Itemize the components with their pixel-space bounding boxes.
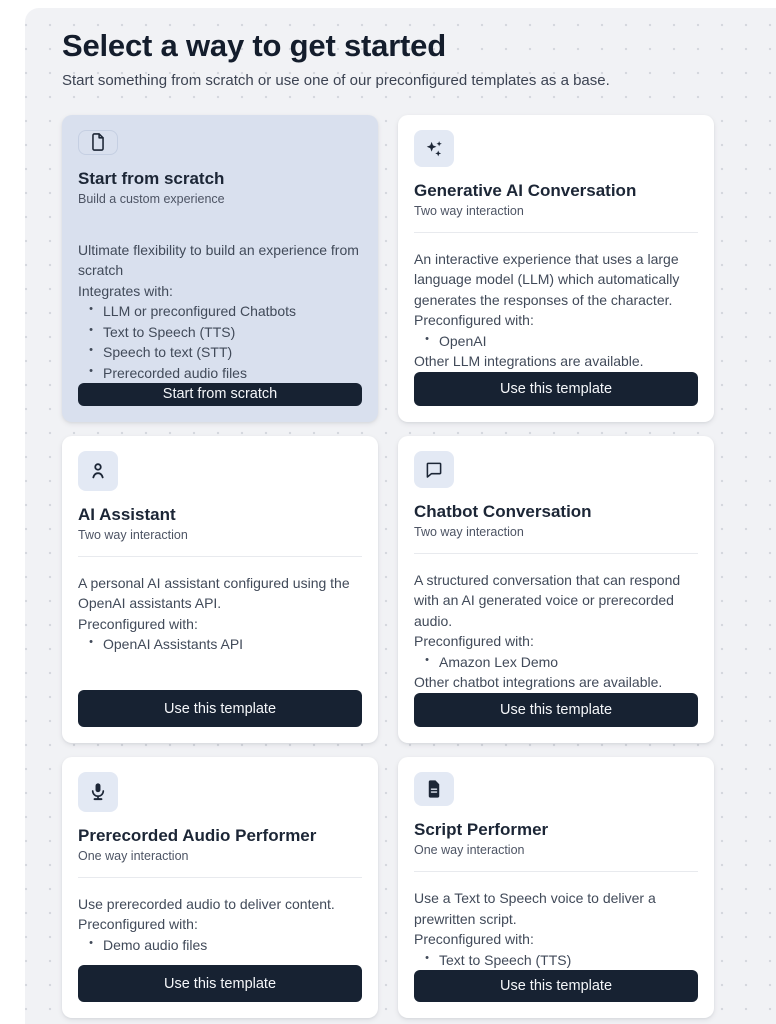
bullet-dot: • <box>425 332 429 345</box>
bullet-dot: • <box>89 323 93 336</box>
sparkles-icon <box>414 130 454 167</box>
bullet-text: Speech to text (STT) <box>103 344 233 361</box>
description-line: Use a Text to Speech voice to deliver a prewritten script. <box>414 890 656 927</box>
card-subtitle: Two way interaction <box>414 204 524 218</box>
bullet-item <box>78 301 362 321</box>
card-cta-button[interactable]: Use this template <box>414 970 698 1002</box>
page-subtitle: Start something from scratch or use one of our preconfigured templates as a base. <box>62 72 610 89</box>
description-line: Preconfigured with: <box>414 633 534 650</box>
bullet-item <box>414 652 698 672</box>
card-title: Start from scratch <box>78 168 225 188</box>
bullet-text: LLM or preconfigured Chatbots <box>103 303 296 320</box>
card-description <box>414 249 698 372</box>
bullet-text: Text to Speech (TTS) <box>103 323 236 340</box>
card-cta-button[interactable]: Use this template <box>78 965 362 1002</box>
description-line: Preconfigured with: <box>78 615 198 632</box>
description-line: Preconfigured with: <box>414 931 534 948</box>
bullet-item <box>414 950 698 970</box>
bullet-dot: • <box>89 303 93 316</box>
description-line: Preconfigured with: <box>78 916 198 933</box>
card-title: AI Assistant <box>78 505 176 524</box>
card-script-performer <box>398 757 714 1018</box>
card-title: Generative AI Conversation <box>414 181 637 200</box>
page-title: Select a way to get started <box>62 28 446 63</box>
script-icon <box>414 772 454 806</box>
bullet-text: OpenAI <box>439 332 487 349</box>
card-generative-ai-conversation <box>398 115 714 422</box>
card-description <box>414 888 698 970</box>
bullet-dot: • <box>89 936 93 949</box>
bullet-item <box>78 322 362 342</box>
card-prerecorded-audio-performer <box>62 757 378 1018</box>
bullet-text: Demo audio files <box>103 936 208 953</box>
bullet-dot: • <box>425 951 429 964</box>
bullet-text: Prerecorded audio files <box>103 364 247 381</box>
card-description <box>78 240 362 383</box>
card-description <box>78 894 362 955</box>
bullet-item <box>78 935 362 955</box>
card-subtitle: Two way interaction <box>414 525 524 539</box>
card-footnote: Other LLM integrations are available. <box>414 353 644 370</box>
card-ai-assistant <box>62 436 378 743</box>
bullet-text: OpenAI Assistants API <box>103 636 244 653</box>
bullet-item <box>414 331 698 351</box>
file-icon <box>78 130 118 155</box>
description-line: Integrates with: <box>78 282 173 299</box>
bullet-text: Text to Speech (TTS) <box>439 951 572 968</box>
card-title: Chatbot Conversation <box>414 502 592 521</box>
card-cta-button[interactable]: Start from scratch <box>78 383 362 406</box>
divider <box>414 553 698 554</box>
card-title: Script Performer <box>414 820 549 840</box>
divider <box>414 232 698 233</box>
card-cta-button[interactable]: Use this template <box>414 693 698 727</box>
description-line: Ultimate flexibility to build an experience from scratch <box>78 241 359 279</box>
card-description <box>414 570 698 693</box>
description-line: A personal AI assistant configured using the OpenAI assistants API. <box>78 575 350 612</box>
divider <box>414 871 698 872</box>
divider <box>78 556 362 557</box>
bullet-dot: • <box>89 636 93 649</box>
card-cta-button[interactable]: Use this template <box>414 372 698 406</box>
card-title: Prerecorded Audio Performer <box>78 826 317 845</box>
divider <box>78 877 362 878</box>
description-line: An interactive experience that uses a large language model (LLM) which automatically generates the responses of the character. <box>414 251 680 308</box>
bullet-item <box>78 634 362 654</box>
bullet-dot: • <box>89 364 93 377</box>
card-chatbot-conversation <box>398 436 714 743</box>
card-cta-button[interactable]: Use this template <box>78 690 362 727</box>
template-grid <box>62 115 714 1018</box>
card-description <box>78 573 362 655</box>
bullet-dot: • <box>89 344 93 357</box>
user-icon <box>78 451 118 491</box>
card-subtitle: Build a custom experience <box>78 191 225 206</box>
card-start-from-scratch <box>62 115 378 422</box>
card-subtitle: One way interaction <box>414 843 525 858</box>
bullet-item <box>78 363 362 383</box>
card-subtitle: One way interaction <box>78 849 189 863</box>
description-line: Preconfigured with: <box>414 312 534 329</box>
description-line: Use prerecorded audio to deliver content. <box>78 896 335 912</box>
card-subtitle: Two way interaction <box>78 528 188 542</box>
chat-bubble-icon <box>414 451 454 488</box>
microphone-icon <box>78 772 118 812</box>
bullet-item <box>78 342 362 362</box>
bullet-text: Amazon Lex Demo <box>439 653 559 670</box>
bullet-dot: • <box>425 653 429 666</box>
description-line: A structured conversation that can respond with an AI generated voice or prerecorded audio. <box>414 572 681 629</box>
card-footnote: Other chatbot integrations are available. <box>414 674 663 691</box>
